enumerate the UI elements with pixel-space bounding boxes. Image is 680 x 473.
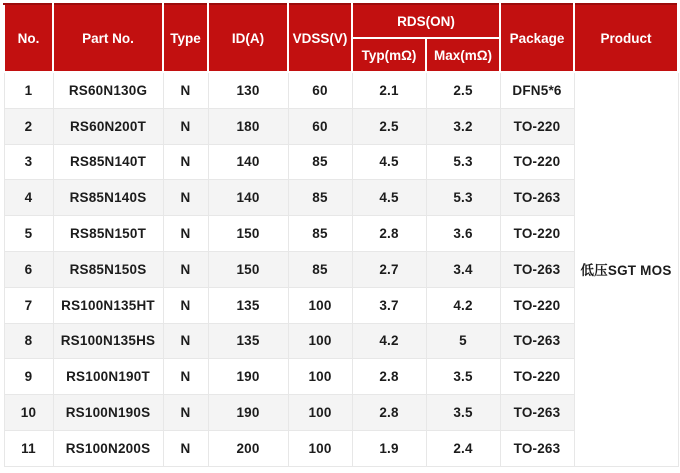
cell-part-no: RS100N190T: [53, 359, 163, 395]
cell-max: 5: [426, 323, 500, 359]
cell-max: 3.2: [426, 108, 500, 144]
header-no: No.: [4, 4, 53, 72]
cell-id-a: 135: [208, 287, 288, 323]
cell-no: 2: [4, 108, 53, 144]
table-row: [4, 72, 678, 108]
cell-typ: 2.8: [352, 395, 426, 431]
cell-no: 9: [4, 359, 53, 395]
header-row-main: [4, 4, 678, 38]
cell-max: 4.2: [426, 287, 500, 323]
cell-id-a: 140: [208, 180, 288, 216]
cell-max: 3.6: [426, 216, 500, 252]
cell-type: N: [163, 430, 208, 466]
cell-part-no: RS60N130G: [53, 72, 163, 108]
header-product: Product: [574, 4, 678, 72]
cell-max: 3.4: [426, 251, 500, 287]
cell-package: TO-220: [500, 108, 574, 144]
cell-part-no: RS100N135HT: [53, 287, 163, 323]
cell-part-no: RS100N135HS: [53, 323, 163, 359]
header-id-a: ID(A): [208, 4, 288, 72]
table-body: [4, 72, 678, 466]
header-type: Type: [163, 4, 208, 72]
cell-part-no: RS100N190S: [53, 395, 163, 431]
cell-max: 5.3: [426, 180, 500, 216]
cell-id-a: 190: [208, 359, 288, 395]
header-rds-on: RDS(ON): [352, 4, 500, 38]
cell-package: TO-263: [500, 395, 574, 431]
cell-id-a: 200: [208, 430, 288, 466]
cell-vdss: 100: [288, 395, 352, 431]
cell-type: N: [163, 395, 208, 431]
cell-typ: 1.9: [352, 430, 426, 466]
cell-typ: 2.8: [352, 216, 426, 252]
cell-id-a: 150: [208, 216, 288, 252]
cell-type: N: [163, 323, 208, 359]
header-part-no: Part No.: [53, 4, 163, 72]
cell-no: 3: [4, 144, 53, 180]
cell-typ: 3.7: [352, 287, 426, 323]
cell-vdss: 60: [288, 108, 352, 144]
cell-type: N: [163, 180, 208, 216]
cell-package: TO-220: [500, 287, 574, 323]
cell-package: TO-263: [500, 180, 574, 216]
cell-vdss: 60: [288, 72, 352, 108]
cell-package: DFN5*6: [500, 72, 574, 108]
cell-part-no: RS85N140S: [53, 180, 163, 216]
cell-max: 2.5: [426, 72, 500, 108]
cell-typ: 4.5: [352, 180, 426, 216]
cell-part-no: RS100N200S: [53, 430, 163, 466]
cell-no: 1: [4, 72, 53, 108]
cell-package: TO-263: [500, 430, 574, 466]
cell-package: TO-263: [500, 323, 574, 359]
cell-id-a: 135: [208, 323, 288, 359]
cell-type: N: [163, 287, 208, 323]
cell-max: 3.5: [426, 359, 500, 395]
cell-type: N: [163, 72, 208, 108]
cell-typ: 2.5: [352, 108, 426, 144]
cell-package: TO-220: [500, 359, 574, 395]
cell-vdss: 100: [288, 430, 352, 466]
cell-part-no: RS85N150T: [53, 216, 163, 252]
product-spec-table: [3, 3, 679, 467]
cell-vdss: 85: [288, 251, 352, 287]
cell-package: TO-220: [500, 216, 574, 252]
cell-vdss: 100: [288, 359, 352, 395]
cell-type: N: [163, 144, 208, 180]
cell-max: 2.4: [426, 430, 500, 466]
header-max: Max(mΩ): [426, 38, 500, 72]
cell-no: 10: [4, 395, 53, 431]
cell-vdss: 85: [288, 180, 352, 216]
cell-type: N: [163, 216, 208, 252]
cell-id-a: 140: [208, 144, 288, 180]
cell-no: 8: [4, 323, 53, 359]
cell-no: 11: [4, 430, 53, 466]
header-vdss: VDSS(V): [288, 4, 352, 72]
cell-part-no: RS85N150S: [53, 251, 163, 287]
cell-max: 3.5: [426, 395, 500, 431]
cell-typ: 2.1: [352, 72, 426, 108]
cell-typ: 2.8: [352, 359, 426, 395]
cell-no: 7: [4, 287, 53, 323]
cell-typ: 4.2: [352, 323, 426, 359]
cell-id-a: 150: [208, 251, 288, 287]
cell-type: N: [163, 108, 208, 144]
cell-id-a: 180: [208, 108, 288, 144]
cell-package: TO-263: [500, 251, 574, 287]
table-header: [4, 4, 678, 72]
cell-type: N: [163, 359, 208, 395]
cell-type: N: [163, 251, 208, 287]
cell-part-no: RS85N140T: [53, 144, 163, 180]
cell-vdss: 100: [288, 287, 352, 323]
cell-vdss: 85: [288, 144, 352, 180]
cell-vdss: 85: [288, 216, 352, 252]
cell-id-a: 190: [208, 395, 288, 431]
cell-package: TO-220: [500, 144, 574, 180]
cell-typ: 4.5: [352, 144, 426, 180]
cell-no: 4: [4, 180, 53, 216]
cell-max: 5.3: [426, 144, 500, 180]
cell-no: 6: [4, 251, 53, 287]
cell-part-no: RS60N200T: [53, 108, 163, 144]
cell-product: 低压SGT MOS: [574, 72, 678, 466]
cell-vdss: 100: [288, 323, 352, 359]
header-package: Package: [500, 4, 574, 72]
header-typ: Typ(mΩ): [352, 38, 426, 72]
cell-no: 5: [4, 216, 53, 252]
cell-typ: 2.7: [352, 251, 426, 287]
cell-id-a: 130: [208, 72, 288, 108]
